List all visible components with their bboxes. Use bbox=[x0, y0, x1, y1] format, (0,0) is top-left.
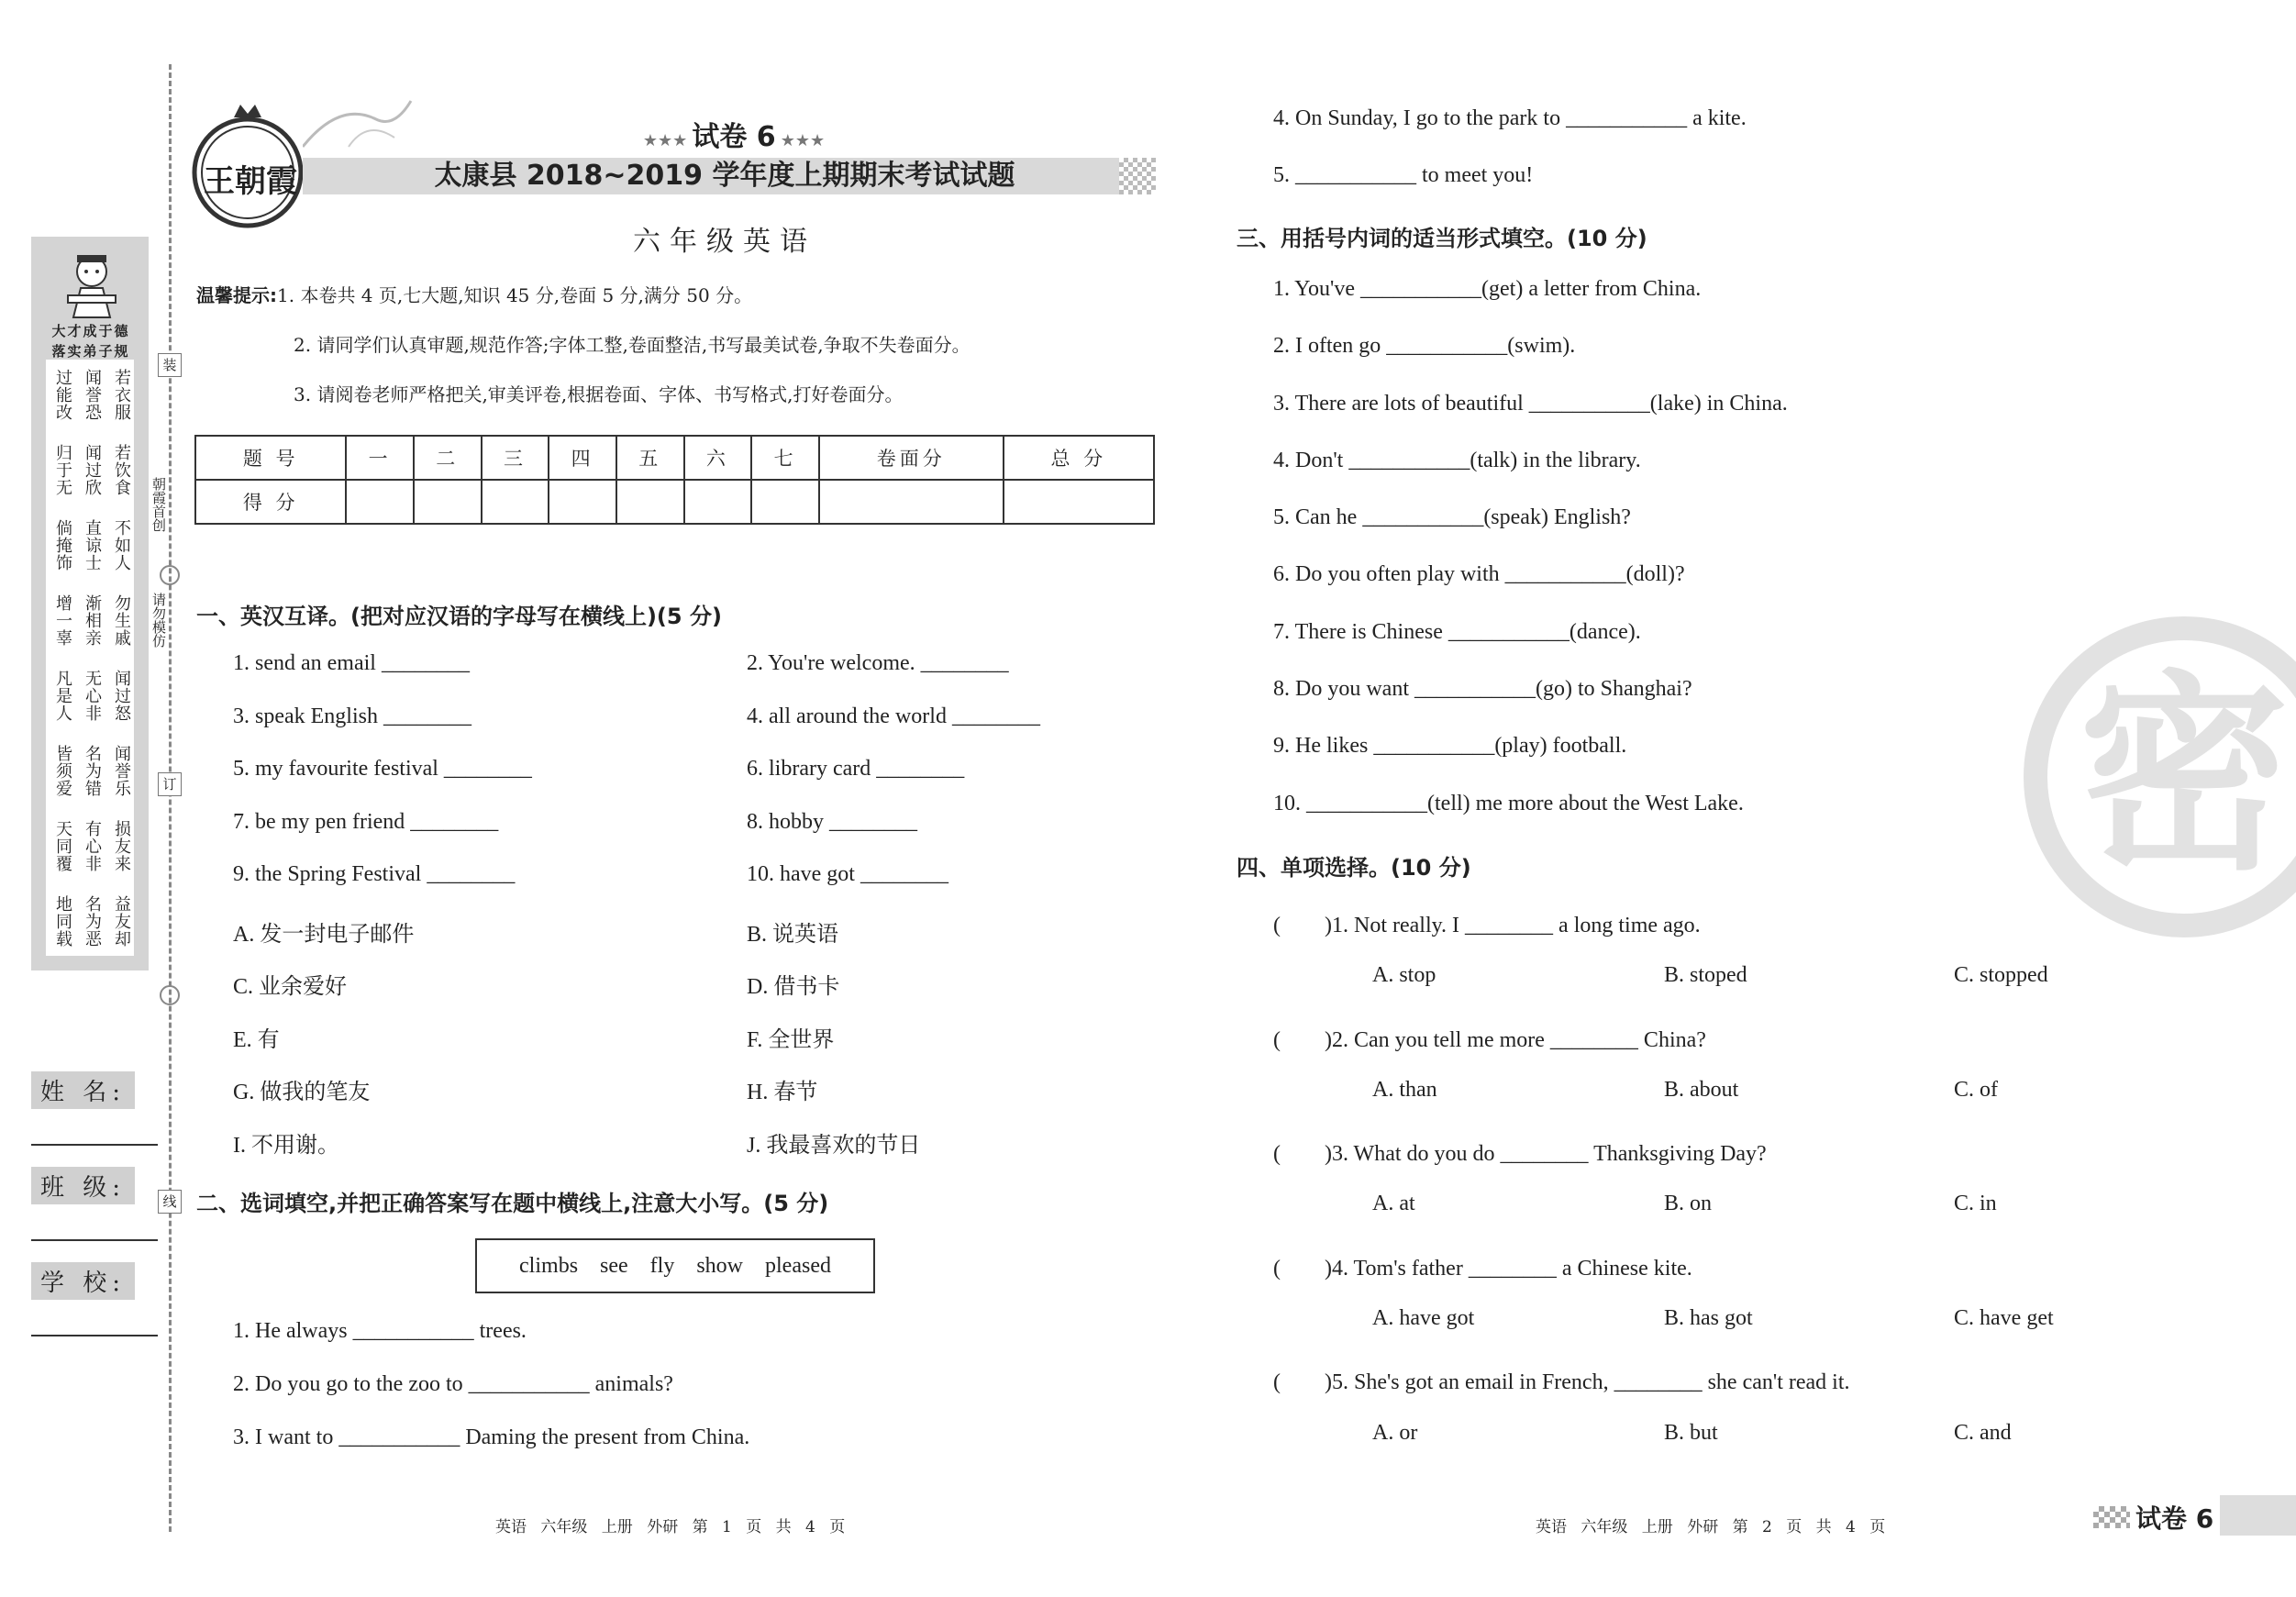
s1-option: G. 做我的笔友 bbox=[233, 1081, 371, 1104]
s1-option: C. 业余爱好 bbox=[233, 975, 348, 999]
s4-options bbox=[1273, 1192, 1997, 1248]
seal-word-xian: 线 bbox=[158, 1190, 182, 1214]
s1-option: A. 发一封电子邮件 bbox=[233, 922, 415, 947]
s3-item: 7. There is Chinese ___________(dance). bbox=[1273, 619, 1641, 644]
s1-item: 1. send an email ________ bbox=[233, 651, 470, 675]
s4-option-c: C. stopped bbox=[1954, 963, 2048, 988]
score-cell[interactable] bbox=[1004, 480, 1154, 524]
s1-option: F. 全世界 bbox=[747, 1027, 835, 1052]
s3-item: 8. Do you want ___________(go) to Shanghai? bbox=[1273, 677, 1692, 702]
table-header: 三 bbox=[482, 436, 549, 480]
stamp-char: 密 bbox=[2078, 654, 2290, 899]
motto-column: 益友却 bbox=[112, 895, 131, 948]
tip-3: 3. 请阅卷老师严格把关,审美评卷,根据卷面、字体、书写格式,打好卷面分。 bbox=[294, 383, 904, 405]
section1-title: 一、英汉互译。(把对应汉语的字母写在横线上)(5 分) bbox=[196, 604, 722, 629]
s4-option-a: A. at bbox=[1372, 1192, 1415, 1216]
paper-tag-row bbox=[624, 114, 844, 154]
circle-mark-icon bbox=[160, 985, 180, 1005]
table-header: 四 bbox=[549, 436, 616, 480]
s1-item: 4. all around the world ________ bbox=[747, 704, 1040, 728]
s4-question: ( )3. What do you do ________ Thanksgiving Day? bbox=[1273, 1142, 1767, 1167]
motto-column: 若衣服 bbox=[112, 369, 131, 421]
s1-option: I. 不用谢。 bbox=[233, 1133, 339, 1158]
motto-column: 勿生戚 bbox=[112, 594, 131, 647]
tip-1 bbox=[196, 281, 752, 307]
motto-column: 闻誉乐 bbox=[112, 745, 131, 797]
s4-options bbox=[1273, 1077, 1998, 1135]
table-header: 七 bbox=[751, 436, 819, 480]
seal-word-ding: 订 bbox=[158, 772, 182, 796]
motto-group bbox=[53, 745, 130, 820]
s2-item: 3. I want to ___________ Daming the present from China. bbox=[233, 1425, 750, 1449]
table-header: 题 号 bbox=[195, 436, 346, 480]
s4-question: ( )4. Tom's father ________ a Chinese kite. bbox=[1273, 1256, 1692, 1281]
motto-column: 凡是人 bbox=[53, 670, 72, 722]
score-cell[interactable] bbox=[751, 480, 819, 524]
s1-option: J. 我最喜欢的节日 bbox=[747, 1133, 921, 1158]
logo-text: 王朝霞 bbox=[204, 165, 297, 199]
motto-group bbox=[53, 895, 130, 970]
motto-column: 倘掩饰 bbox=[53, 519, 72, 571]
s4-options bbox=[1273, 963, 2048, 1020]
s4-option-a: A. or bbox=[1372, 1420, 1418, 1445]
motto-group bbox=[53, 369, 130, 444]
s2-item: 5. ___________ to meet you! bbox=[1273, 163, 1534, 187]
score-cell[interactable] bbox=[549, 480, 616, 524]
motto-column: 皆须爱 bbox=[53, 745, 72, 797]
motto-group bbox=[53, 670, 130, 745]
s3-item: 10. ___________(tell) me more about the West Lake. bbox=[1273, 791, 1744, 815]
motto-column: 有心非 bbox=[83, 820, 102, 872]
name-field[interactable] bbox=[31, 1144, 158, 1146]
corner-paper-tag: 试卷 6 bbox=[2135, 1503, 2214, 1534]
s2-item: 4. On Sunday, I go to the park to ___________ a kite. bbox=[1273, 106, 1747, 130]
motto-column: 若饮食 bbox=[112, 444, 131, 496]
section4-list bbox=[1273, 906, 2054, 1478]
s1-item: 10. have got ________ bbox=[747, 862, 948, 886]
score-cell[interactable] bbox=[819, 480, 1004, 524]
s4-option-c: C. and bbox=[1954, 1420, 2012, 1445]
motto-group bbox=[53, 594, 130, 670]
grade-title: 六年级英语 bbox=[633, 226, 816, 258]
s4-option-a: A. have got bbox=[1372, 1306, 1475, 1331]
paper-tag: 试卷 6 bbox=[692, 121, 776, 153]
cut-line bbox=[169, 64, 172, 1532]
motto-column: 闻过怒 bbox=[112, 670, 131, 722]
motto-column: 闻誉恐 bbox=[83, 369, 102, 421]
motto-group bbox=[53, 820, 130, 895]
s4-option-c: C. in bbox=[1954, 1192, 1997, 1216]
s3-item: 9. He likes ___________(play) football. bbox=[1273, 734, 1627, 759]
vertical-note-2: 请勿模仿 bbox=[150, 593, 167, 648]
school-label: 学 校: bbox=[31, 1262, 135, 1300]
section1-right-column bbox=[747, 651, 1040, 1179]
motto-group bbox=[53, 519, 130, 594]
table-header: 五 bbox=[616, 436, 684, 480]
motto-column: 损友来 bbox=[112, 820, 131, 872]
s4-question: ( )1. Not really. I ________ a long time ago. bbox=[1273, 914, 1701, 937]
table-header: 六 bbox=[684, 436, 752, 480]
table-header: 二 bbox=[414, 436, 482, 480]
s3-item: 4. Don't ___________(talk) in the library. bbox=[1273, 448, 1641, 472]
tip-label: 温馨提示: bbox=[196, 284, 277, 306]
tip-2: 2. 请同学们认真审题,规范作答;字体工整,卷面整洁,书写最美试卷,争取不失卷面分。 bbox=[294, 334, 971, 356]
s1-option: E. 有 bbox=[233, 1027, 280, 1052]
stars-left: ★★★ bbox=[642, 131, 688, 150]
s4-option-a: A. stop bbox=[1372, 963, 1436, 988]
row-label: 得 分 bbox=[195, 480, 346, 524]
motto-top-1: 大才成于德 bbox=[51, 323, 130, 339]
motto-column: 归于无 bbox=[53, 444, 72, 496]
s1-item: 6. library card ________ bbox=[747, 757, 965, 781]
motto-column: 过能改 bbox=[53, 369, 72, 421]
table-header: 总 分 bbox=[1004, 436, 1154, 480]
s1-option: H. 春节 bbox=[747, 1081, 818, 1104]
footer-right: 英语 六年级 上册 外研 第 2 页 共 4 页 bbox=[1536, 1518, 1886, 1536]
section3-list bbox=[1273, 277, 1788, 848]
s1-item: 9. the Spring Festival ________ bbox=[233, 862, 516, 886]
motto-column: 闻过欣 bbox=[83, 444, 102, 496]
corner-dots-icon bbox=[2093, 1506, 2130, 1528]
s1-item: 3. speak English ________ bbox=[233, 704, 471, 728]
motto-column: 不如人 bbox=[112, 519, 131, 571]
s4-options bbox=[1273, 1420, 2012, 1478]
s1-item: 2. You're welcome. ________ bbox=[747, 651, 1009, 675]
s1-item: 5. my favourite festival ________ bbox=[233, 757, 532, 781]
score-row bbox=[195, 480, 1154, 524]
ribbon-icon bbox=[303, 92, 413, 156]
motto-column: 地同载 bbox=[53, 895, 72, 948]
school-field[interactable] bbox=[31, 1335, 158, 1336]
motto-column: 无心非 bbox=[83, 670, 102, 722]
table-header: 一 bbox=[346, 436, 414, 480]
class-field[interactable] bbox=[31, 1239, 158, 1241]
motto-column: 名为错 bbox=[83, 745, 102, 797]
s3-item: 3. There are lots of beautiful ___________(lake) in China. bbox=[1273, 391, 1788, 416]
s4-options bbox=[1273, 1306, 2054, 1363]
motto-group bbox=[53, 444, 130, 519]
s4-option-b: B. but bbox=[1664, 1420, 1718, 1445]
stars-right: ★★★ bbox=[780, 131, 826, 150]
s4-option-b: B. on bbox=[1664, 1192, 1713, 1216]
s1-option: D. 借书卡 bbox=[747, 975, 840, 999]
seal-word-zhuang: 装 bbox=[158, 353, 182, 377]
score-table bbox=[194, 435, 1155, 525]
motto-column: 直谅士 bbox=[83, 519, 102, 571]
score-cell[interactable] bbox=[414, 480, 482, 524]
s4-option-a: A. than bbox=[1372, 1077, 1437, 1102]
score-cell[interactable] bbox=[616, 480, 684, 524]
s4-option-c: C. have get bbox=[1954, 1306, 2054, 1331]
s4-option-b: B. stoped bbox=[1664, 963, 1747, 988]
name-label: 姓 名: bbox=[31, 1071, 135, 1109]
class-label: 班 级: bbox=[31, 1167, 135, 1204]
motto-column: 渐相亲 bbox=[83, 594, 102, 647]
exam-title: 太康县 2018~2019 学年度上期期末考试试题 bbox=[434, 160, 1015, 192]
vertical-note-1: 朝霞首创 bbox=[150, 477, 167, 532]
section4-title: 四、单项选择。(10 分) bbox=[1237, 855, 1471, 881]
motto-top-2: 落实弟子规 bbox=[51, 343, 130, 360]
s1-item: 8. hobby ________ bbox=[747, 809, 917, 834]
score-header-row bbox=[195, 436, 1154, 480]
score-cell[interactable] bbox=[482, 480, 549, 524]
cartoon-icon bbox=[55, 246, 128, 319]
tip-1-text: 1. 本卷共 4 页,七大题,知识 45 分,卷面 5 分,满分 50 分。 bbox=[277, 284, 753, 306]
s1-item: 7. be my pen friend ________ bbox=[233, 809, 499, 834]
section2-title: 二、选词填空,并把正确答案写在题中横线上,注意大小写。(5 分) bbox=[196, 1191, 829, 1216]
s3-item: 5. Can he ___________(speak) English? bbox=[1273, 505, 1631, 530]
s4-option-b: B. has got bbox=[1664, 1306, 1753, 1331]
section1-left-column bbox=[233, 651, 532, 1179]
section3-title: 三、用括号内词的适当形式填空。(10 分) bbox=[1237, 226, 1647, 251]
s3-item: 2. I often go ___________(swim). bbox=[1273, 334, 1576, 359]
motto-column: 增一辜 bbox=[53, 594, 72, 647]
s3-item: 1. You've ___________(get) a letter from China. bbox=[1273, 277, 1702, 301]
word-bank: climbs see fly show pleased bbox=[475, 1238, 875, 1293]
s3-item: 6. Do you often play with ___________(doll)? bbox=[1273, 562, 1685, 587]
table-header: 卷面分 bbox=[819, 436, 1004, 480]
motto-column: 天同覆 bbox=[53, 820, 72, 872]
motto-grid bbox=[53, 369, 130, 970]
corner-bar bbox=[2220, 1495, 2296, 1536]
s1-option: B. 说英语 bbox=[747, 922, 839, 947]
s4-option-c: C. of bbox=[1954, 1077, 1998, 1102]
score-cell[interactable] bbox=[684, 480, 752, 524]
s2-item: 2. Do you go to the zoo to ___________ animals? bbox=[233, 1372, 673, 1396]
score-cell[interactable] bbox=[346, 480, 414, 524]
s4-question: ( )5. She's got an email in French, ________ she can't read it. bbox=[1273, 1370, 1850, 1395]
s2-item: 1. He always ___________ trees. bbox=[233, 1319, 527, 1343]
motto-column: 名为恶 bbox=[83, 895, 102, 948]
s4-option-b: B. about bbox=[1664, 1077, 1739, 1102]
footer-left: 英语 六年级 上册 外研 第 1 页 共 4 页 bbox=[495, 1518, 846, 1536]
circle-mark-icon bbox=[160, 565, 180, 585]
s4-question: ( )2. Can you tell me more ________ China? bbox=[1273, 1027, 1706, 1052]
